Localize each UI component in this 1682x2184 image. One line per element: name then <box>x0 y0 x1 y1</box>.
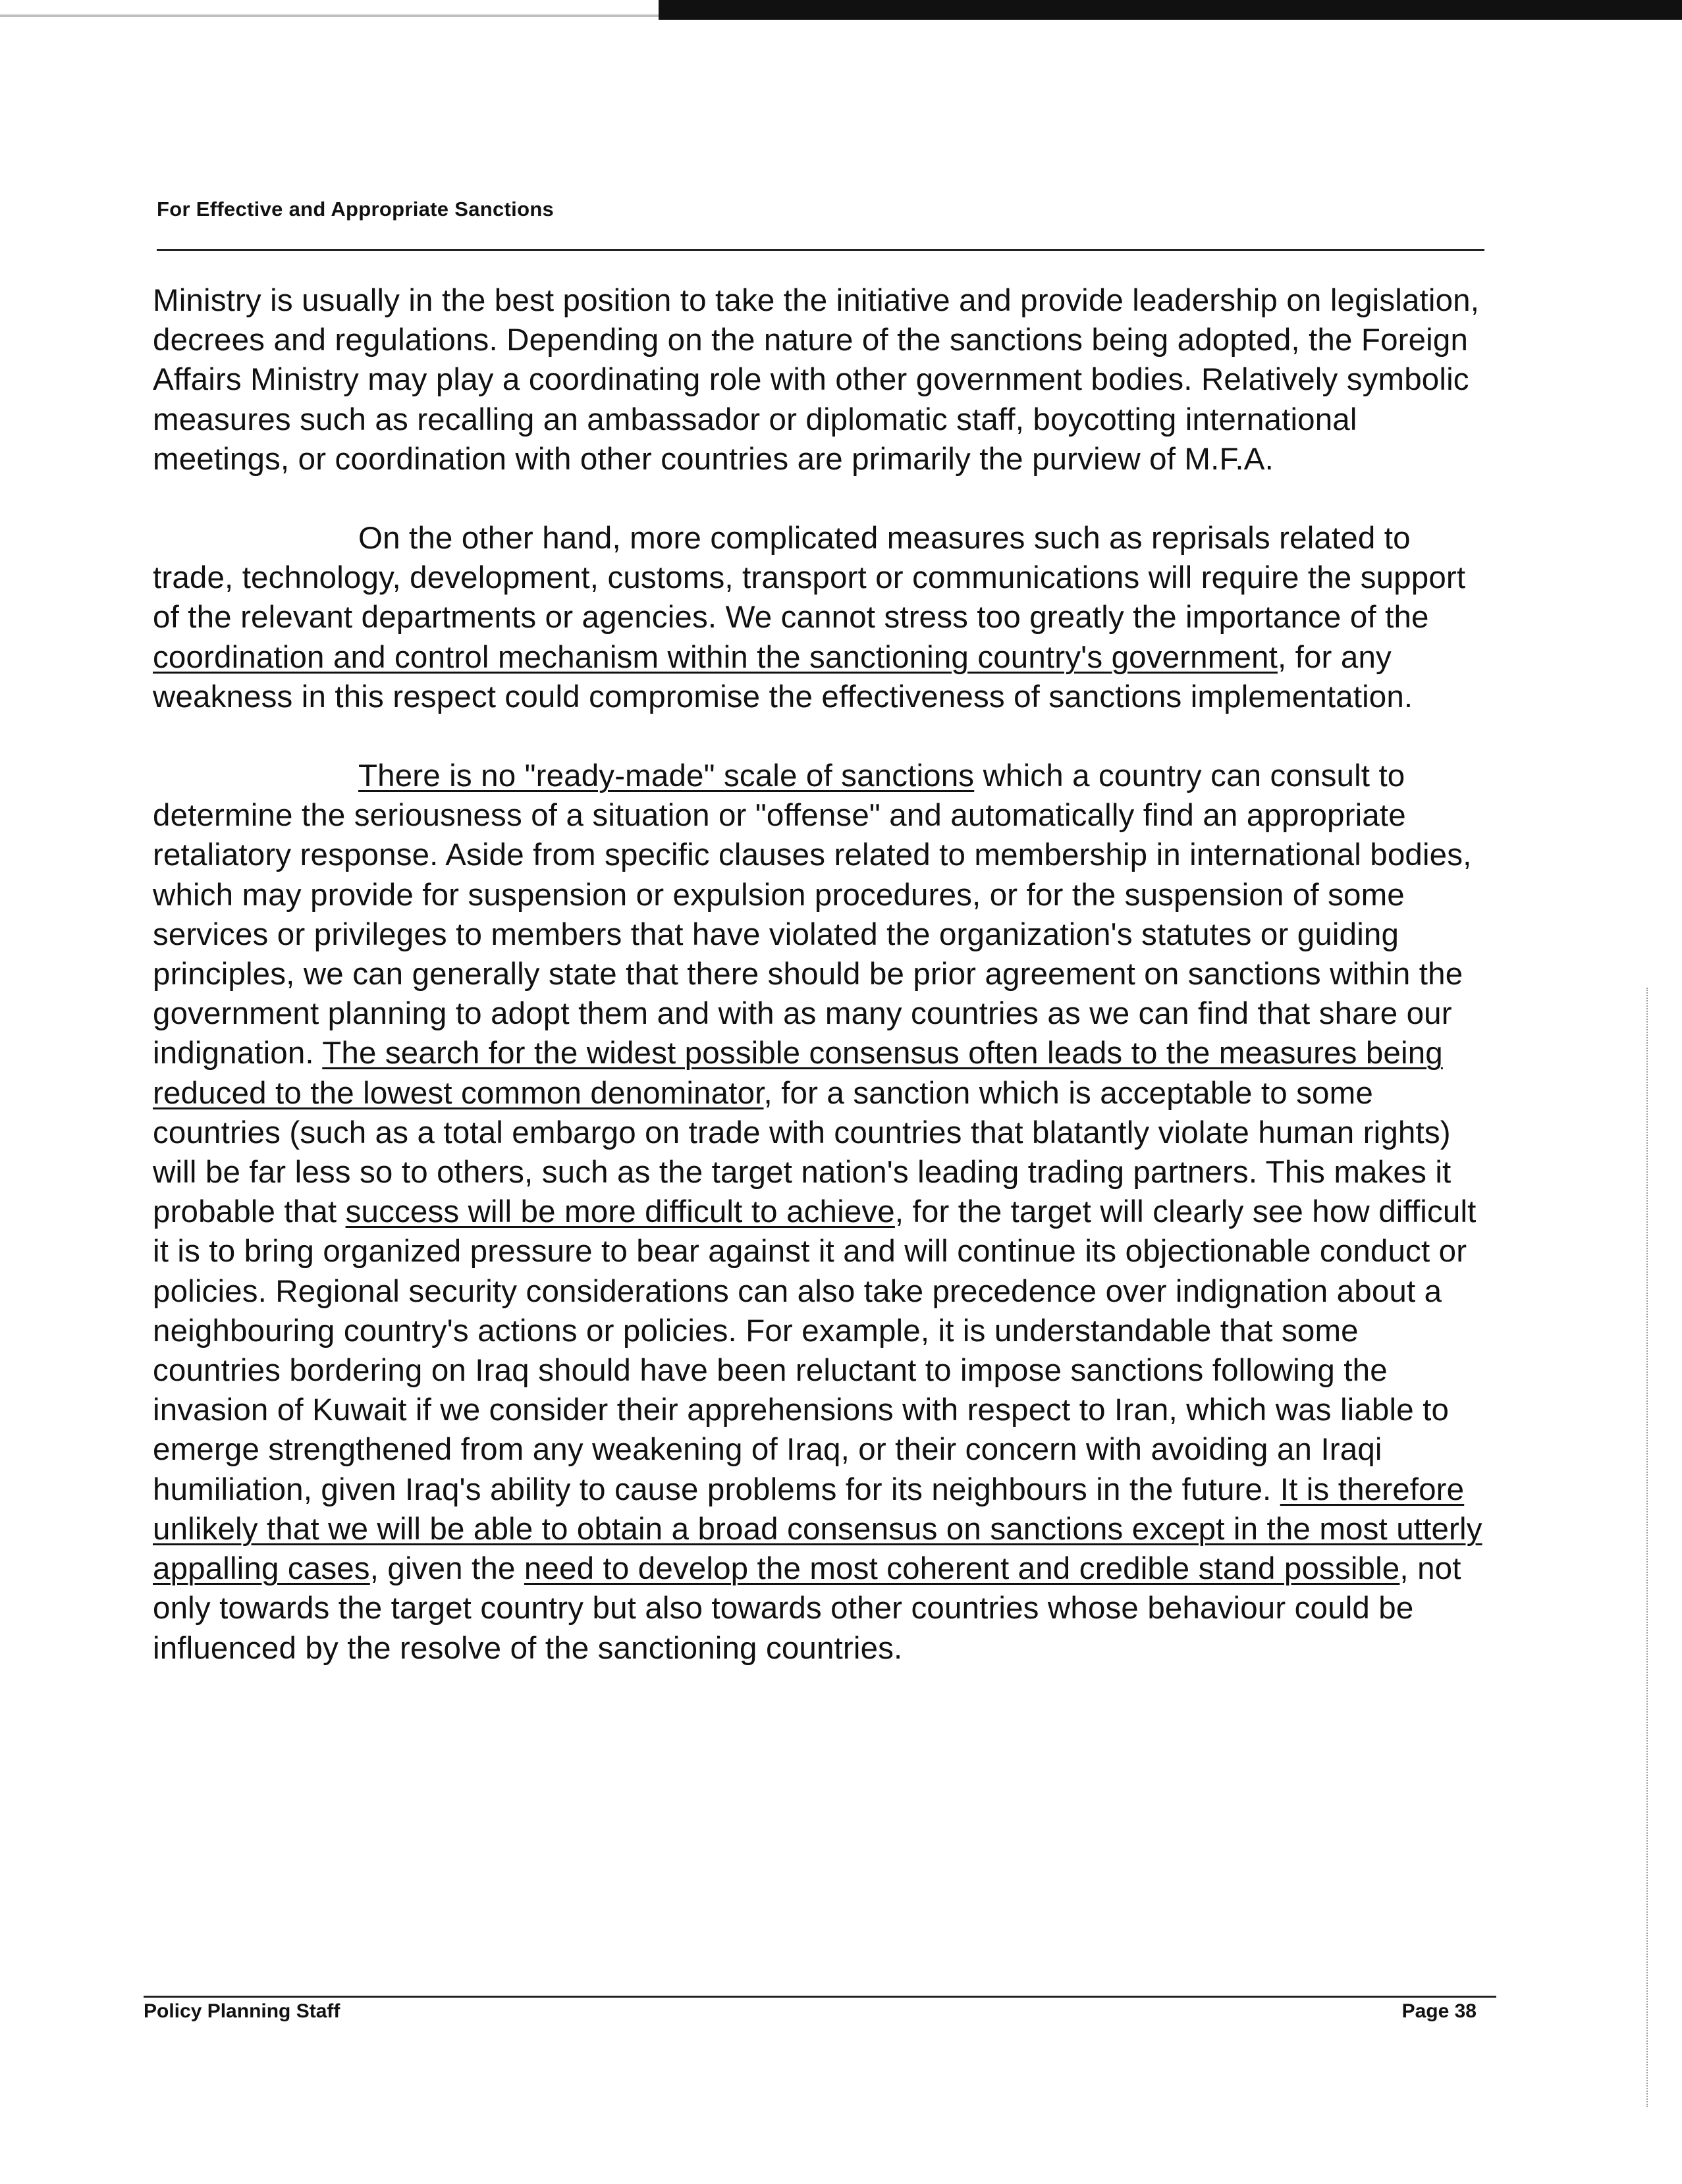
paragraph-1-text: Ministry is usually in the best position to take the initiative and provide leadership on legislation, decrees and regulations. Depending on the nature of the sanctions being adopted, the Foreign Affairs Ministry may play a coordinating role with other government bodies. Relatively symbolic measures such as recalling an ambassador or diplomatic staff, boycotting international meetings, or coordination with other countries are primarily the purview of M.F.A. <box>153 283 1480 477</box>
scan-top-border <box>0 0 1682 22</box>
paragraph-3-underlined-phrase-3: success will be more difficult to achieve <box>345 1194 895 1230</box>
document-body <box>153 281 1491 1708</box>
paragraph-3-text-c: , for the target will clearly see how difficult it is to bring organized pressure to bear against it and will continue its objectionable conduct or policies. Regional security considerations can also take precedence over indignation about a neighbouring country's actions or policies. For example, it is understandable that some countries bordering on Iraq should have been reluctant to impose sanctions following the invasion of Kuwait if we consider their apprehensions with respect to Iran, which was liable to emerge strengthened from any weakening of Iraq, or their concern with avoiding an Iraqi humiliation, given Iraq's ability to cause problems for its neighbours in the future. <box>153 1194 1477 1507</box>
paragraph-3-text-b: , for a sanction which is acceptable to some countries (such as a total embargo on trade with countries that blatantly violate human rights) will be far less so to others, such as the target nation's leading trading partners. This makes it probable that <box>153 1075 1451 1230</box>
scan-top-border-thick <box>659 0 1682 20</box>
paragraph-3-underlined-phrase-1: There is no "ready-made" scale of sanctions <box>358 759 975 794</box>
scan-edge-artifact <box>1646 988 1652 2107</box>
scan-top-border-thin <box>0 14 659 17</box>
footer-rule <box>144 1996 1496 1998</box>
paragraph-2-text-b: , for any weakness in this respect could compromise the effectiveness of sanctions implementation. <box>153 639 1413 714</box>
paragraph-3-text-d: , given the <box>369 1551 524 1587</box>
paragraph-1 <box>153 281 1491 479</box>
paragraph-3-underlined-phrase-4: It is therefore unlikely that we will be able to obtain a broad consensus on sanctions except in the most utterly appalling cases <box>153 1472 1482 1587</box>
footer-organization: Policy Planning Staff <box>144 2000 340 2022</box>
paragraph-2-underlined-phrase: coordination and control mechanism within the sanctioning country's government <box>153 639 1278 675</box>
paragraph-2-text-a: On the other hand, more complicated measures such as reprisals related to trade, technology, development, customs, transport or communications will require the support of the relevant departments or agencies. We cannot stress too greatly the importance of the <box>153 521 1466 635</box>
paragraph-3 <box>153 757 1491 1668</box>
page-number: Page 38 <box>1401 2000 1477 2022</box>
running-header: For Effective and Appropriate Sanctions <box>157 198 555 221</box>
paragraph-2 <box>153 519 1491 717</box>
paragraph-3-underlined-phrase-2: The search for the widest possible consensus often leads to the measures being reduced to the lowest common denominator <box>153 1036 1443 1111</box>
paragraph-3-text-e: , not only towards the target country but also towards other countries whose behaviour could be influenced by the resolve of the sanctioning countries. <box>153 1551 1461 1666</box>
paragraph-3-text-a: which a country can consult to determine the seriousness of a situation or "offense" and automatically find an appropriate retaliatory response. Aside from specific clauses related to membership in international bodies, which may provide for suspension or expulsion procedures, or for the suspension of some services or privileges to members that have violated the organization's statutes or guiding principles, we can generally state that there should be prior agreement on sanctions within the government planning to adopt them and with as many countries as we can find that share our indignation. <box>153 759 1472 1071</box>
paragraph-3-underlined-phrase-5: need to develop the most coherent and credible stand possible <box>524 1551 1400 1587</box>
header-rule <box>157 249 1484 251</box>
